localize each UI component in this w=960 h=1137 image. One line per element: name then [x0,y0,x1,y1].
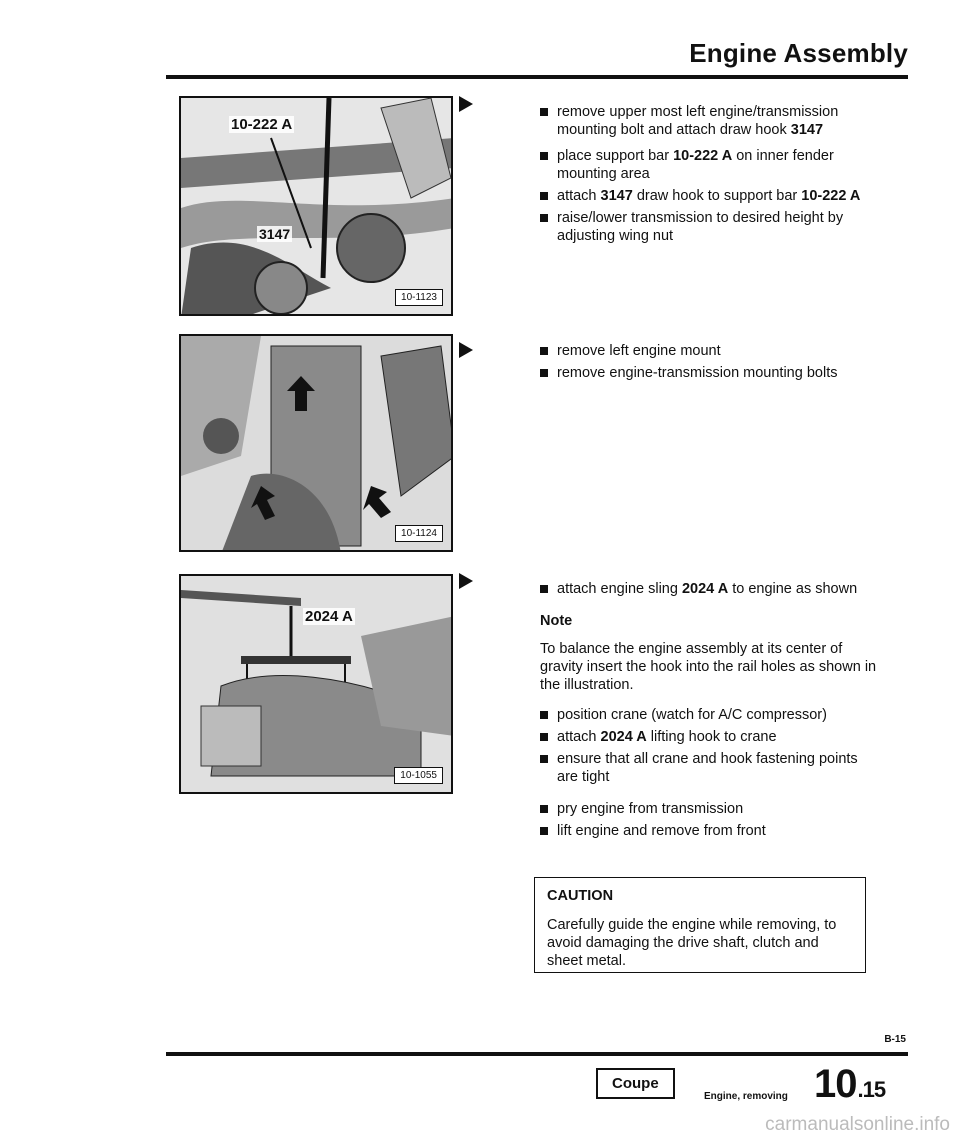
list-item: pry engine from transmission [540,800,880,818]
engine-bay-illustration-1 [181,98,453,316]
figure-engine-sling [179,574,453,794]
section-number: 10.15 [814,1062,886,1106]
list-item: remove engine-transmission mounting bolts [540,364,880,382]
figure-support-bar [179,96,453,316]
watermark: carmanualsonline.info [765,1114,950,1135]
list-item: place support bar 10-222 A on inner fender mounting area [540,147,880,183]
list-item: remove left engine mount [540,342,880,360]
list-item: attach engine sling 2024 A to engine as shown [540,580,880,598]
note-body: To balance the engine assembly at its center of gravity insert the hook into the rail holes as shown in the illustration. [540,641,877,693]
figure-label-tool: 10-222 A [231,116,293,133]
page-title: Engine Assembly [689,38,908,68]
page-code: B-15 [884,1034,906,1045]
list-item: position crane (watch for A/C compressor) [540,706,880,724]
header-divider [166,75,908,79]
list-item: attach 3147 draw hook to support bar 10-222 A [540,187,880,205]
steps-group-2 [540,342,880,386]
figure-label-sling: 2024 A [305,608,353,625]
pointer-arrow-icon [459,573,473,589]
figure-engine-mount [179,334,453,552]
list-item: raise/lower transmission to desired height by adjusting wing nut [540,209,880,245]
section-caption: Engine, removing [704,1091,788,1102]
list-item: attach 2024 A lifting hook to crane [540,728,880,746]
footer-divider [166,1052,908,1056]
list-item: ensure that all crane and hook fastening points are tight [540,750,880,786]
model-badge: Coupe [596,1068,675,1099]
list-item: remove upper most left engine/transmission mounting bolt and attach draw hook 3147 [540,103,880,139]
caution-body: Carefully guide the engine while removing, to avoid damaging the drive shaft, clutch and sheet metal. [547,917,837,969]
note-heading: Note [540,613,573,629]
pointer-arrow-icon [459,342,473,358]
engine-bay-illustration-2 [181,336,453,552]
steps-group-3 [540,580,880,844]
figure-label-hook: 3147 [259,226,291,242]
figure-ref-code: 10-1124 [395,525,443,542]
figure-ref-code: 10-1123 [395,289,443,306]
pointer-arrow-icon [459,96,473,112]
caution-box [534,877,866,973]
steps-group-1 [540,103,880,249]
caution-heading: CAUTION [547,888,614,904]
figure-ref-code: 10-1055 [394,767,443,784]
list-item: lift engine and remove from front [540,822,880,840]
